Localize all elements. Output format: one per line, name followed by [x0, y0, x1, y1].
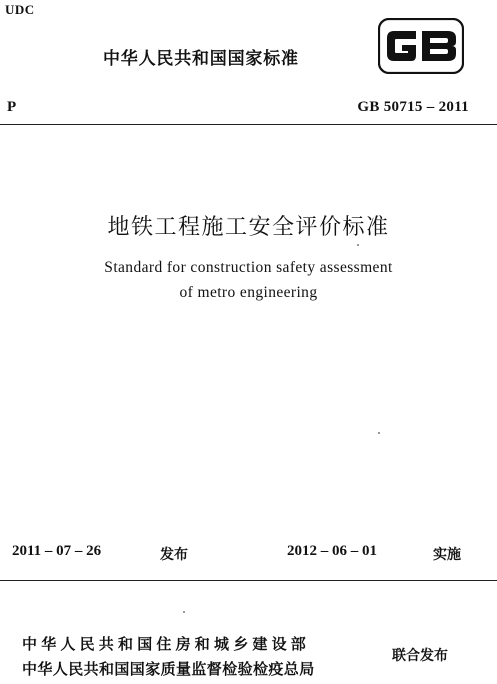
scan-speck — [378, 432, 380, 434]
top-divider — [0, 124, 497, 125]
classification-code: P — [7, 99, 17, 115]
scan-speck — [183, 611, 185, 613]
title-chinese: 地铁工程施工安全评价标准 — [107, 215, 390, 240]
title-english-line2: of metro engineering — [179, 284, 318, 301]
scan-speck — [357, 244, 359, 246]
standard-number: GB 50715 – 2011 — [357, 99, 469, 115]
title-english-line1: Standard for construction safety assessment — [104, 259, 393, 276]
gb-logo-icon — [378, 18, 464, 74]
implement-date: 2012 – 06 – 01 — [287, 543, 377, 559]
udc-label: UDC — [5, 2, 35, 17]
joint-issue-label: 联合发布 — [392, 648, 448, 664]
implement-label: 实施 — [433, 547, 461, 563]
issuer-aqsiq: 中华人民共和国国家质量监督检验检疫总局 — [22, 660, 315, 678]
issue-date: 2011 – 07 – 26 — [12, 543, 102, 559]
national-standard-heading: 中华人民共和国国家标准 — [103, 49, 299, 69]
issuer-ministry-housing: 中华人民共和国住房和城乡建设部 — [22, 635, 311, 653]
issue-label: 发布 — [160, 547, 188, 563]
bottom-divider — [0, 580, 497, 581]
